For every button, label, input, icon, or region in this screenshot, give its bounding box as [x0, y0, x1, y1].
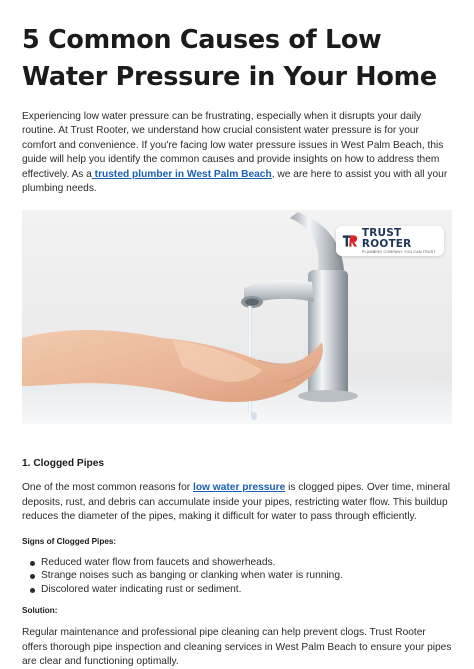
intro-text: Experiencing low water pressure can be frustrating, especially when it disrupts your daily routine. At Trust Rooter, we understand how crucial consistent water pressure is for your comfort and convenience. If you're facing low water pressure issues in West Palm Beach, this guide will help you identify the common causes and provide insights on how to address them effectively. As a — [22, 111, 444, 180]
section-text-end: is clogged pipes. Over time, mineral deposits, rust, and debris can accumulate inside your pipes, restricting water flow. This buildup reduces the diameter of the pipes, making it difficult for water to pass through efficiently. — [22, 482, 451, 523]
list-item-text: Discolored water indicating rust or sediment. — [41, 583, 242, 595]
intro-text-end: , we are here to assist you with all your plumbing needs. — [22, 168, 448, 195]
hero-image — [22, 210, 452, 424]
solution-paragraph: Regular maintenance and professional pipe cleaning can help prevent clogs. Trust Rooter offers thorough pipe inspection and cleaning services in West Palm Beach to ensure your pipes are clear and functioning optimally. — [22, 627, 452, 667]
trusted-plumber-link[interactable]: trusted plumber in West Palm Beach — [91, 168, 272, 180]
document-page — [22, 0, 452, 669]
list-item — [41, 556, 452, 570]
list-item — [41, 583, 452, 597]
intro-paragraph — [22, 110, 452, 196]
list-item-text: Reduced water flow from faucets and showerheads. — [41, 556, 276, 568]
trust-rooter-logo — [336, 226, 444, 256]
section-text: One of the most common reasons for — [22, 482, 193, 494]
logo-name: TRUST ROOTER — [361, 227, 412, 250]
section-paragraph — [22, 481, 452, 524]
signs-heading: Signs of Clogged Pipes: — [22, 536, 117, 546]
solution-heading: Solution: — [22, 606, 58, 616]
bullet-icon — [30, 574, 35, 579]
logo-tagline: PLUMBING COMPANY YOU CAN TRUST — [361, 250, 436, 255]
signs-list — [22, 556, 452, 597]
list-item — [41, 569, 452, 583]
bullet-icon — [30, 561, 35, 566]
section-heading: 1. Clogged Pipes — [22, 458, 105, 470]
tr-logo-icon — [342, 232, 358, 250]
low-water-pressure-link[interactable]: low water pressure — [193, 482, 286, 494]
list-item-text: Strange noises such as banging or clanking when water is running. — [41, 570, 343, 582]
bullet-icon — [30, 588, 35, 593]
page-title: 5 Common Causes of Low Water Pressure in Your Home — [22, 25, 437, 92]
